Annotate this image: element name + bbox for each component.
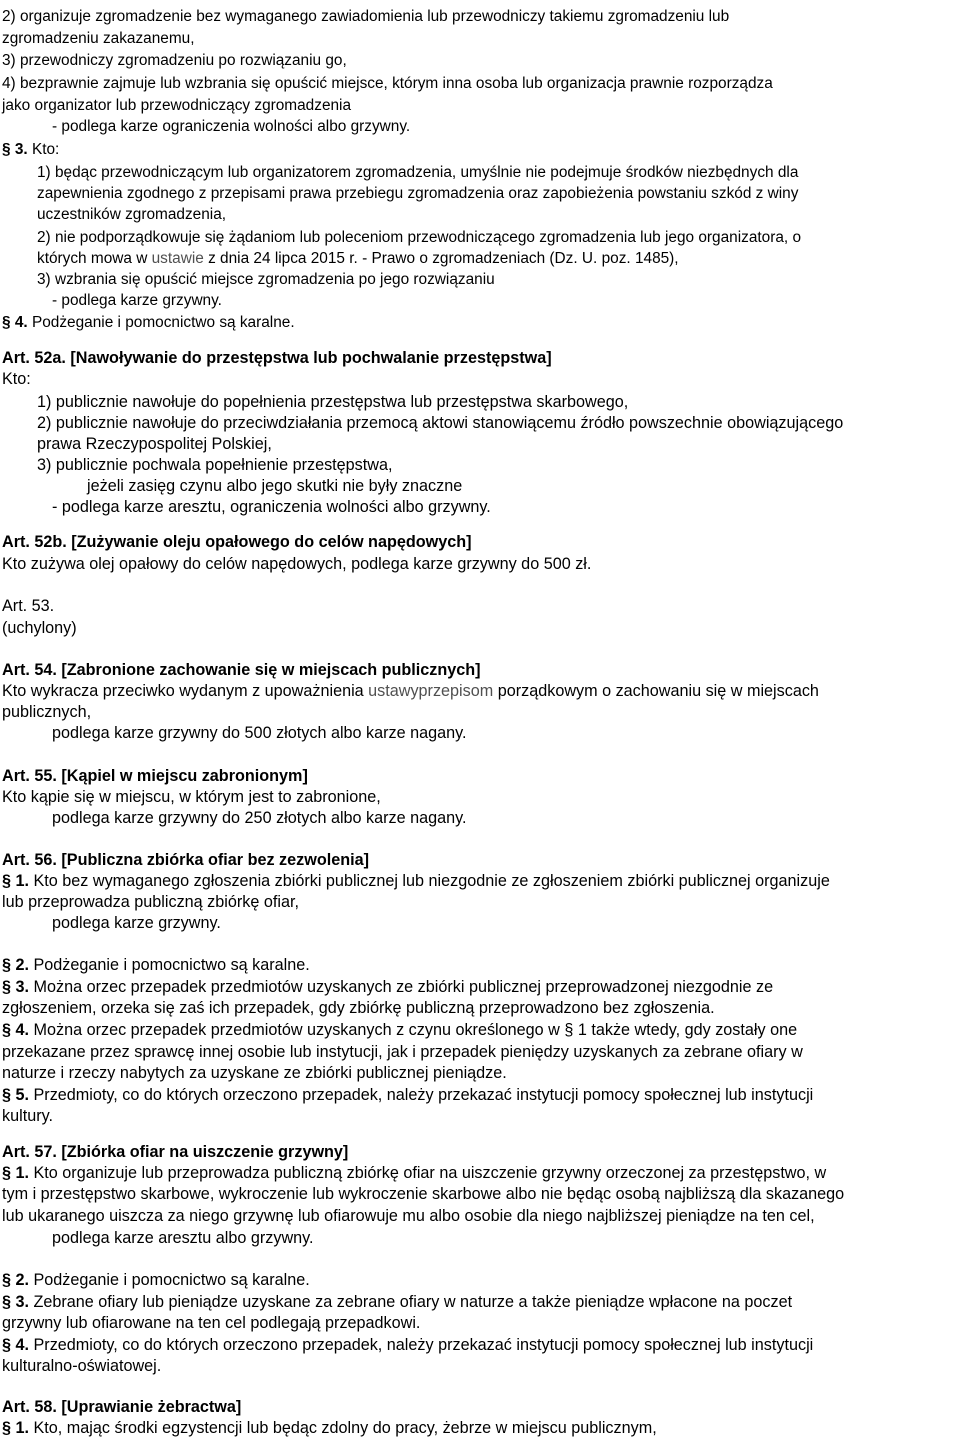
text-segment: § 4. — [2, 1336, 34, 1354]
text-segment: Podżeganie i pomocnictwo są karalne. — [31, 314, 295, 331]
text-segment: 2) nie podporządkowuje się żądaniom lub poleceniom przewodniczącego zgromadzenia lub jego organizatora, o — [37, 229, 802, 246]
text-segment: Kto wykracza przeciwko wydanym z upoważnienia — [2, 682, 369, 700]
text-segment: Podżeganie i pomocnictwo są karalne. — [33, 956, 310, 974]
text-line — [2, 955, 310, 975]
text-line — [2, 1085, 813, 1105]
text-line — [2, 702, 91, 722]
text-segment: § 1. — [2, 872, 34, 890]
text-line — [2, 1418, 657, 1438]
article-heading — [2, 348, 552, 368]
text-segment: 1) publicznie nawołuje do popełnienia przestępstwa lub przestępstwa skarbowego, — [37, 393, 629, 411]
text-line — [2, 1270, 310, 1290]
text-line — [37, 392, 628, 412]
text-line — [2, 618, 77, 638]
article-heading — [2, 660, 481, 680]
text-line — [2, 1356, 161, 1376]
text-segment: lub przeprowadza publiczną zbiórkę ofiar, — [2, 893, 299, 911]
text-line — [2, 369, 31, 389]
text-segment: 2) organizuje zgromadzenie bez wymaganego zawiadomienia lub przewodniczy takiemu zgromadzeniu lub — [2, 8, 730, 25]
text-segment: 3) przewodniczy zgromadzeniu po rozwiązaniu go, — [2, 52, 347, 69]
text-segment: Kto kąpie się w miejscu, w którym jest to zabronione, — [2, 788, 381, 806]
law-reference-link-text: ustawie — [151, 250, 204, 267]
text-line — [2, 1063, 507, 1083]
text-line — [2, 977, 773, 997]
text-segment: - podlega karze ograniczenia wolności albo grzywny. — [52, 118, 411, 135]
text-segment: lub ukaranego uiszcza za niego grzywnę lub ofiarowuje mu albo osobie dla niego najbliższej pieniądze na ten cel, — [2, 1207, 815, 1225]
text-line — [2, 1042, 803, 1062]
text-segment: podlega karze grzywny do 500 złotych albo karze nagany. — [52, 724, 467, 742]
text-segment: kultury. — [2, 1107, 53, 1125]
text-line — [2, 1313, 420, 1333]
text-segment: Kto bez wymaganego zgłoszenia zbiórki publicznej lub niezgodnie ze zgłoszeniem zbiórki publicznej organizuje — [33, 872, 830, 890]
text-line — [37, 455, 392, 475]
text-segment: publicznych, — [2, 703, 92, 721]
text-segment: Art. 52b. [Zużywanie oleju opałowego do celów napędowych] — [2, 533, 472, 551]
text-segment: podlega karze grzywny do 250 złotych albo karze nagany. — [52, 809, 467, 827]
text-segment: Kto, mając środki egzystencji lub będąc zdolny do pracy, żebrze w miejscu publicznym, — [33, 1419, 657, 1437]
text-segment: przekazane przez sprawcę innej osobie lub instytucji, jak i przepadek pieniędzy uzyskanych za zebrane ofiary w — [2, 1043, 803, 1061]
text-segment: Kto organizuje lub przeprowadza publiczną zbiórkę ofiar na uiszczenie grzywny orzeczonej za przestępstwo, w — [33, 1164, 827, 1182]
text-line — [2, 96, 351, 116]
text-segment: Art. 53. — [2, 597, 55, 615]
text-line — [87, 476, 462, 496]
text-segment: Można orzec przepadek przedmiotów uzyskanych ze zbiórki publicznej przeprowadzonej niezgodnie ze — [33, 978, 774, 996]
text-segment: Przedmioty, co do których orzeczono przepadek, należy przekazać instytucji pomocy społecznej lub instytucji — [33, 1086, 814, 1104]
text-line — [37, 270, 495, 290]
text-segment: Art. 52a. [Nawoływanie do przestępstwa lub pochwalanie przestępstwa] — [2, 349, 552, 367]
text-segment: (uchylony) — [2, 619, 77, 637]
text-segment: Kto: — [31, 141, 60, 158]
text-segment: § 1. — [2, 1419, 34, 1437]
text-line — [2, 1184, 844, 1204]
text-segment: tym i przestępstwo skarbowe, wykroczenie lub wykroczenie skarbowe albo nie będąc osobą najbliższą dla skazanego — [2, 1185, 845, 1203]
article-heading — [2, 532, 472, 552]
text-segment: zapewnienia zgodnego z przepisami prawa przebiegu zgromadzenia oraz zapobieżenia powstaniu szkód z winy — [37, 185, 799, 202]
text-segment: Można orzec przepadek przedmiotów uzyskanych z czynu określonego w § 1 także wtedy, gdy zostały one — [33, 1021, 798, 1039]
text-line — [37, 163, 798, 183]
text-segment: z dnia 24 lipca 2015 r. - Prawo o zgromadzeniach (Dz. U. poz. 1485), — [203, 250, 679, 267]
text-line — [2, 1163, 826, 1183]
text-line — [52, 723, 467, 743]
text-line — [2, 596, 54, 616]
text-segment: § 3. — [2, 1293, 34, 1311]
text-segment: Art. 54. [Zabronione zachowanie się w miejscach publicznych] — [2, 661, 481, 679]
text-segment: Art. 56. [Publiczna zbiórka ofiar bez zezwolenia] — [2, 851, 369, 869]
text-line — [37, 205, 226, 225]
text-line — [52, 497, 491, 517]
text-segment: Podżeganie i pomocnictwo są karalne. — [33, 1271, 310, 1289]
text-segment: 3) wzbrania się opuścić miejsce zgromadzenia po jego rozwiązaniu — [37, 271, 495, 288]
text-line — [2, 1292, 792, 1312]
text-line — [2, 313, 295, 333]
text-line — [37, 249, 679, 269]
text-line — [52, 291, 222, 311]
text-segment: jeżeli zasięg czynu albo jego skutki nie były znaczne — [87, 477, 463, 495]
article-heading — [2, 850, 369, 870]
text-segment: prawa Rzeczypospolitej Polskiej, — [37, 435, 272, 453]
text-line — [2, 51, 347, 71]
text-line — [52, 1228, 314, 1248]
text-line — [2, 681, 819, 701]
text-segment: grzywny lub ofiarowane na ten cel podlegają przepadkowi. — [2, 1314, 421, 1332]
text-segment: zgłoszeniem, orzeka się zaś ich przepadek, gdy zbiórkę publiczną przeprowadzono bez zgłoszenia. — [2, 999, 715, 1017]
article-heading — [2, 1142, 348, 1162]
text-segment: zgromadzeniu zakazanemu, — [2, 30, 195, 47]
text-segment: § 2. — [2, 956, 34, 974]
text-segment: 3) publicznie pochwala popełnienie przestępstwa, — [37, 456, 393, 474]
article-heading — [2, 766, 308, 786]
text-segment: uczestników zgromadzenia, — [37, 206, 227, 223]
text-segment: § 4. — [2, 1021, 34, 1039]
text-segment: naturze i rzeczy nabytych za uzyskane ze zbiórki publicznej pieniądze. — [2, 1064, 507, 1082]
text-line — [52, 117, 410, 137]
text-line — [2, 1106, 53, 1126]
text-line — [2, 871, 830, 891]
text-line — [2, 29, 195, 49]
text-line — [2, 140, 59, 160]
text-segment: Art. 55. [Kąpiel w miejscu zabronionym] — [2, 767, 308, 785]
text-segment: Kto: — [2, 370, 31, 388]
text-line — [52, 913, 221, 933]
text-line — [37, 413, 843, 433]
article-heading — [2, 1397, 241, 1417]
text-segment: § 1. — [2, 1164, 34, 1182]
text-segment: 2) publicznie nawołuje do przeciwdziałania przemocą aktowi stanowiącemu źródło powszechnie obowiązującego — [37, 414, 844, 432]
text-segment: Zebrane ofiary lub pieniądze uzyskane za zebrane ofiary w naturze a także pieniądze wpłacone na poczet — [33, 1293, 793, 1311]
text-segment: podlega karze aresztu albo grzywny. — [52, 1229, 314, 1247]
text-segment: porządkowym o zachowaniu się w miejscach — [493, 682, 819, 700]
text-line — [2, 1335, 813, 1355]
text-line — [2, 554, 591, 574]
text-segment: § 3. — [2, 141, 32, 158]
text-segment: § 3. — [2, 978, 34, 996]
text-segment: - podlega karze aresztu, ograniczenia wolności albo grzywny. — [52, 498, 491, 516]
text-line — [2, 892, 299, 912]
text-line — [2, 787, 381, 807]
text-line — [2, 998, 715, 1018]
text-line — [52, 808, 467, 828]
text-segment: - podlega karze grzywny. — [52, 292, 222, 309]
text-segment: jako organizator lub przewodniczący zgromadzenia — [2, 97, 352, 114]
text-segment: których mowa w — [37, 250, 152, 267]
text-segment: Kto zużywa olej opałowy do celów napędowych, podlega karze grzywny do 500 zł. — [2, 555, 592, 573]
text-line — [37, 184, 798, 204]
law-reference-link-text: ustawyprzepisom — [368, 682, 494, 700]
text-line — [37, 228, 801, 248]
text-segment: podlega karze grzywny. — [52, 914, 221, 932]
text-segment: § 2. — [2, 1271, 34, 1289]
text-line — [2, 1206, 815, 1226]
text-segment: Art. 58. [Uprawianie żebractwa] — [2, 1398, 242, 1416]
text-segment: Art. 57. [Zbiórka ofiar na uiszczenie grzywny] — [2, 1143, 349, 1161]
text-line — [2, 7, 729, 27]
text-segment: kulturalno-oświatowej. — [2, 1357, 162, 1375]
text-line — [2, 74, 773, 94]
text-line — [37, 434, 272, 454]
text-line — [2, 1020, 797, 1040]
text-segment: Przedmioty, co do których orzeczono przepadek, należy przekazać instytucji pomocy społecznej lub instytucji — [33, 1336, 814, 1354]
text-segment: 4) bezprawnie zajmuje lub wzbrania się opuścić miejsce, którym inna osoba lub organizacja prawnie rozporządza — [2, 75, 773, 92]
text-segment: 1) będąc przewodniczącym lub organizatorem zgromadzenia, umyślnie nie podejmuje środków niezbędnych dla — [37, 164, 799, 181]
text-segment: § 5. — [2, 1086, 34, 1104]
text-segment: § 4. — [2, 314, 32, 331]
